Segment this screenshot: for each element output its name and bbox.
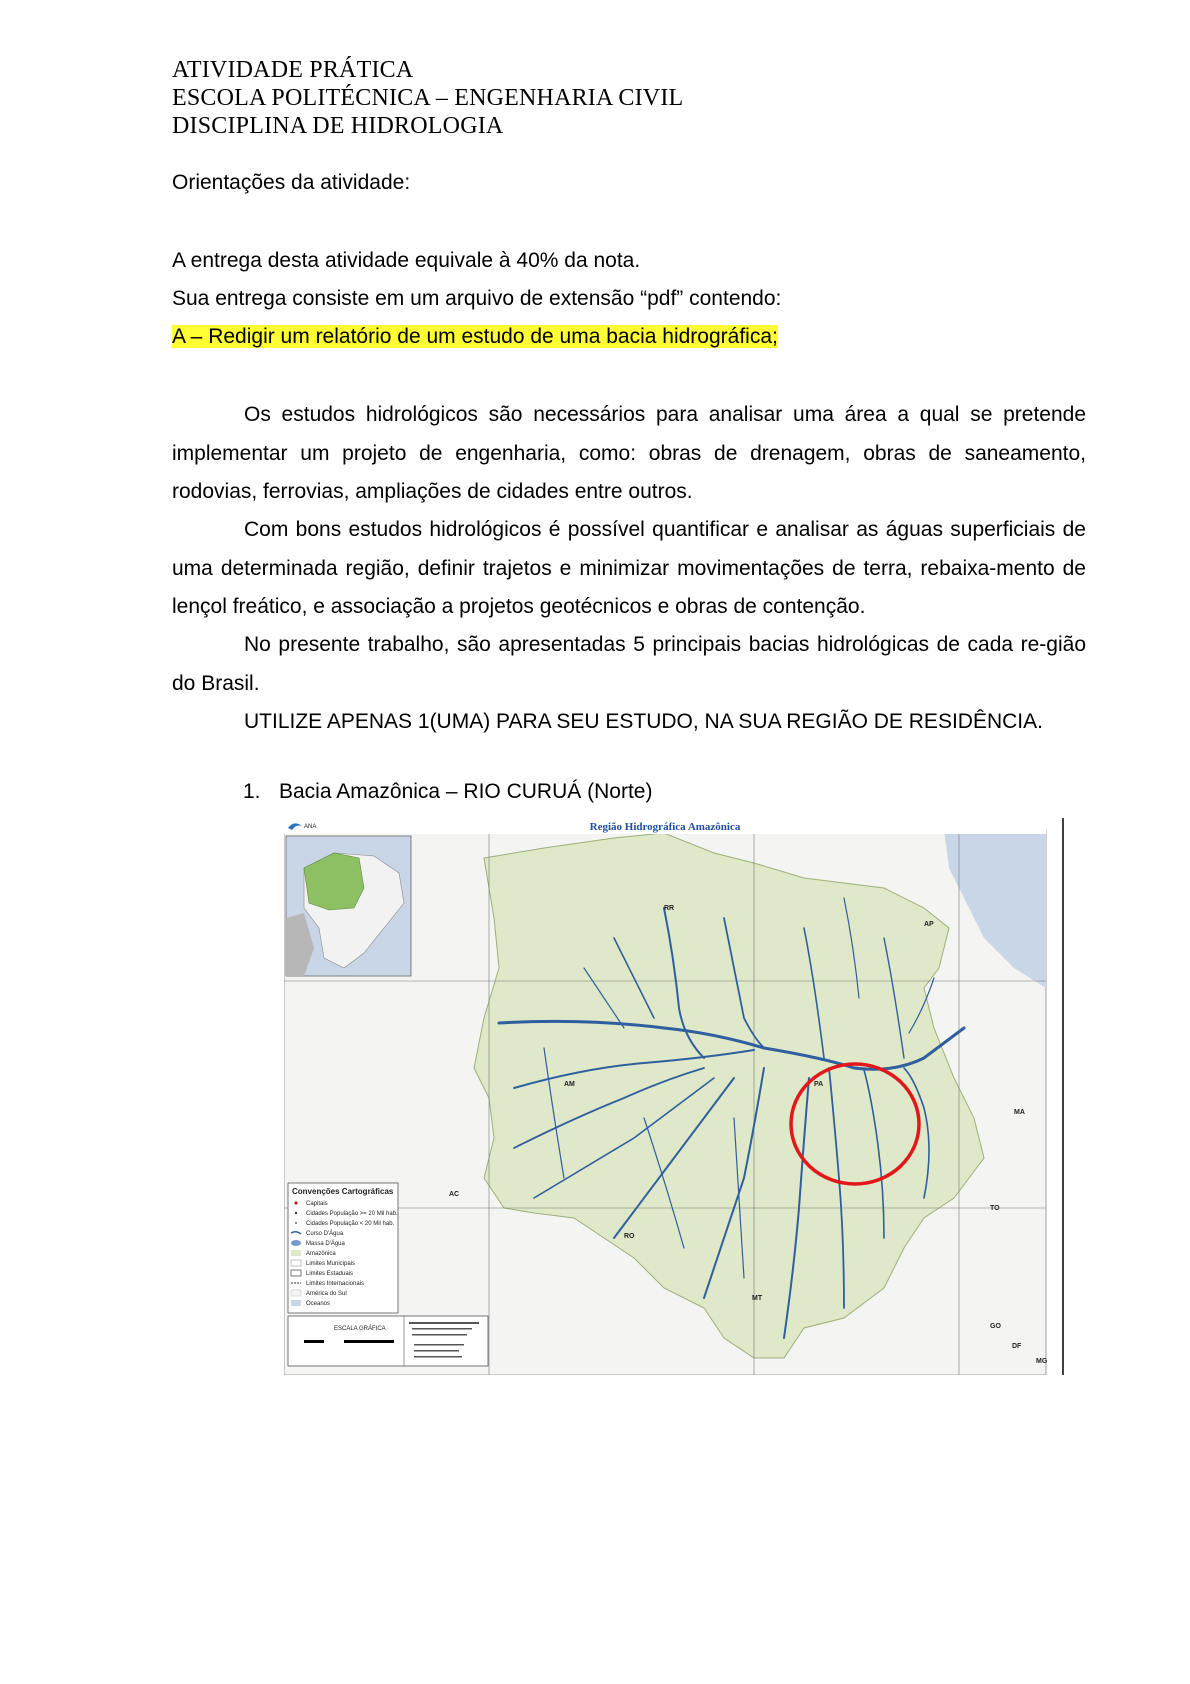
document-header: [172, 56, 683, 140]
state-label-ma: MA: [1014, 1109, 1025, 1116]
legend-item-america-do-sul: América do Sul: [306, 1291, 347, 1297]
list-item-text: Bacia Amazônica – RIO CURUÁ (Norte): [279, 780, 653, 803]
entrega-weight-line: A entrega desta atividade equivale à 40% da nota.: [172, 249, 641, 272]
state-label-am: AM: [564, 1081, 575, 1088]
state-label-ap: AP: [924, 921, 934, 928]
map-scale-box: [288, 1316, 488, 1366]
legend-symbol-ocean: [291, 1300, 301, 1306]
state-label-to: TO: [990, 1205, 1000, 1212]
legend-symbol-city-large: [295, 1212, 297, 1214]
list-item-bacia-amazonica: [243, 780, 652, 804]
entrega-format-line: Sua entrega consiste em um arquivo de extensão “pdf” contendo:: [172, 287, 782, 310]
paragraph-presente-trabalho: No presente trabalho, são apresentadas 5 principais bacias hidrológicas de cada re-gião do Brasil.: [172, 633, 1086, 695]
scale-bar: [304, 1340, 394, 1343]
legend-symbol-amazonica: [291, 1250, 301, 1256]
paragraph-utilize-apenas: UTILIZE APENAS 1(UMA) PARA SEU ESTUDO, NA SUA REGIÃO DE RESIDÊNCIA.: [244, 710, 1043, 733]
state-label-pa: PA: [814, 1081, 824, 1088]
state-label-mg: MG: [1036, 1358, 1048, 1365]
header-school: ESCOLA POLITÉCNICA – ENGENHARIA CIVIL: [172, 85, 684, 111]
legend-symbol-water-body: [291, 1240, 301, 1246]
amazon-basin-map: [284, 818, 1064, 1375]
legend-item-cidades-menores: Cidades População < 20 Mil hab.: [306, 1221, 395, 1227]
legend-item-limites-internacionais: Limites Internacionais: [306, 1281, 365, 1287]
state-label-mt: MT: [752, 1295, 763, 1302]
scale-label: ESCALA GRÁFICA: [334, 1326, 386, 1332]
legend-symbol-south-america: [291, 1290, 301, 1296]
paragraph-bons-estudos: Com bons estudos hidrológicos é possível quantificar e analisar as águas superficiais de uma determinada região, definir trajetos e minimizar movimentações de terra, rebaixa-mento de lençol freático, e associação a projetos geotécnicos e obras de contenção.: [172, 518, 1086, 618]
orientacoes-heading: Orientações da atividade:: [172, 171, 411, 194]
legend-item-limites-municipais: Limites Municipais: [306, 1261, 356, 1267]
header-activity-title: ATIVIDADE PRÁTICA: [172, 57, 414, 83]
legend-symbol-capital: [295, 1202, 298, 1205]
inset-brazil-map: [286, 836, 411, 976]
scale-bar-segment: [324, 1340, 344, 1343]
entrega-requirement-line: [172, 325, 778, 349]
header-discipline: DISCIPLINA DE HIDROLOGIA: [172, 113, 504, 139]
state-label-rr: RR: [664, 905, 675, 912]
map-svg: [284, 818, 1064, 1375]
map-legend: [288, 1183, 398, 1313]
ana-logo-text: ANA: [304, 824, 317, 830]
state-label-ro: RO: [624, 1233, 635, 1240]
legend-item-curso-dagua: Curso D'Água: [306, 1231, 344, 1237]
legend-item-oceanos: Oceanos: [306, 1301, 331, 1307]
legend-item-massa-dagua: Massa D'Água: [306, 1241, 345, 1247]
legend-item-cidades-maiores: Cidades População >= 20 Mil hab.: [306, 1211, 398, 1217]
paragraph-estudos-hidrologicos: Os estudos hidrológicos são necessários para analisar uma área a qual se pretende implementar um projeto de engenharia, como: obras de drenagem, obras de saneamento, rodovias, ferrovias, ampliações de cidades entre outros.: [172, 403, 1086, 503]
legend-item-capitais: Capitais: [306, 1201, 328, 1207]
map-title: Região Hidrográfica Amazônica: [589, 821, 741, 833]
state-label-df: DF: [1012, 1343, 1022, 1350]
legend-symbol-city-small: [295, 1222, 297, 1224]
legend-item-limites-estaduais: Limites Estaduais: [306, 1271, 354, 1277]
list-item-number: 1.: [243, 780, 261, 803]
state-label-go: GO: [990, 1323, 1001, 1330]
legend-title: Convenções Cartográficas: [292, 1187, 394, 1196]
legend-item-amazonica: Amazônica: [306, 1251, 336, 1257]
state-label-ac: AC: [449, 1191, 460, 1198]
highlighted-requirement: A – Redigir um relatório de um estudo de uma bacia hidrográfica;: [172, 325, 778, 348]
